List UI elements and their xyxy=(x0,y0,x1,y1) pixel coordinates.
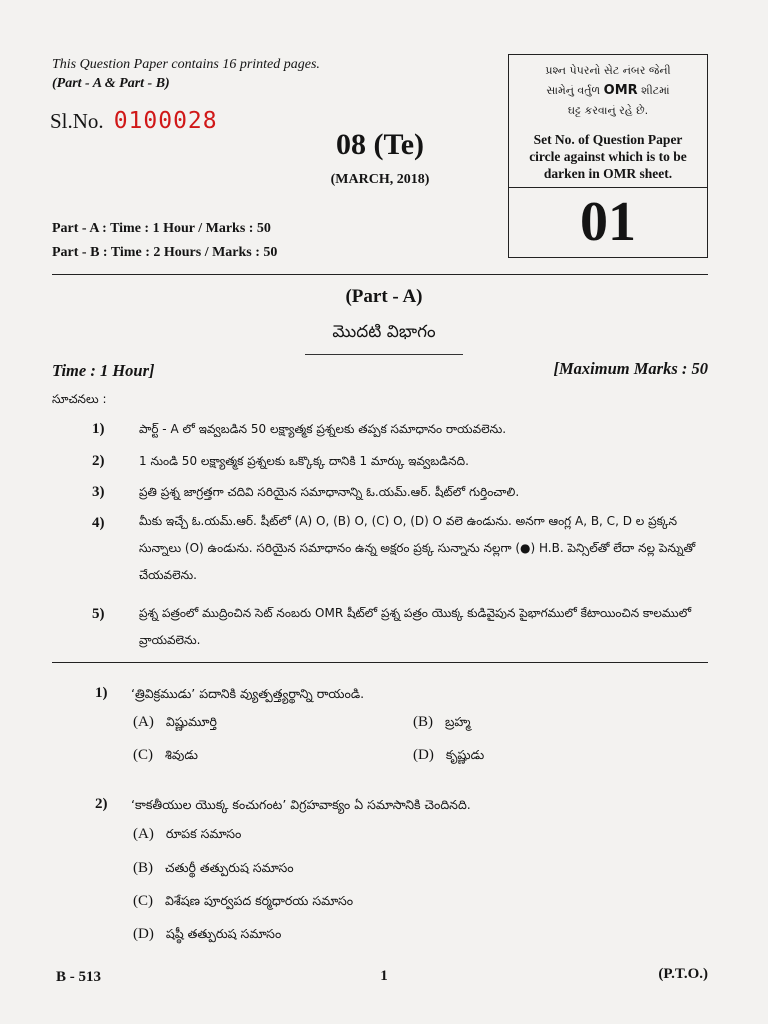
instruction-number: 4) xyxy=(92,515,105,531)
english-line-3: darken in OMR sheet. xyxy=(543,166,673,181)
answer-option xyxy=(133,826,241,845)
option-text: కృష్ణుడు xyxy=(445,747,485,762)
option-text: చతుర్థీ తత్పురుష సమాసం xyxy=(165,860,294,875)
section-telugu-title: మొదటి విభాగం xyxy=(332,322,436,342)
gujarati-instruction xyxy=(509,61,707,121)
question-number: 2) xyxy=(95,796,108,812)
gujarati-omr: OMR xyxy=(603,83,638,98)
instruction-text: మీకు ఇచ్చే ఓ.యమ్.ఆర్. షీట్‌లో (A) O, (B) O, (C) O, (D) O వలె ఉండును. అనగా ఆంగ్ల A, B, C, D ల ప్రక్కన సున్నాలు (O) ఉండును. సరియైన సమాధానం ఉన్న అక్షరం ప్రక్క సున్నాను నల్లగా (●) H.B. పెన్సిల్‌తో లేదా నల్ల పెన్నుతో చేయవలెను. xyxy=(139,514,696,582)
header-rule xyxy=(52,274,708,275)
option-label: (B) xyxy=(133,860,153,876)
set-box-divider xyxy=(509,187,707,188)
option-label: (C) xyxy=(133,893,153,909)
serial-number xyxy=(50,108,218,134)
gujarati-line-2-pre: સામેનું વર્તુળ xyxy=(546,84,604,97)
option-label: (A) xyxy=(133,714,154,730)
set-number: 01 xyxy=(580,191,636,253)
english-line-1: Set No. of Question Paper xyxy=(533,132,683,147)
instruction-text: ప్రశ్న పత్రంలో ముద్రించిన సెట్ నంబరు OMR షీట్‌లో ప్రశ్న పత్రం యొక్క కుడివైపున పైభాగములో కేటాయించిన కాలములో వ్రాయవలెను. xyxy=(139,606,692,647)
question-number: 1) xyxy=(95,685,108,701)
instruction-number: 1) xyxy=(92,421,105,437)
option-text: శివుడు xyxy=(165,747,198,762)
instructions-label: సూచనలు : xyxy=(52,392,107,406)
question-text: ‘కాకతీయుల యొక్క కంచుగంట’ విగ్రహవాక్యం ఏ సమాసానికి చెందినది. xyxy=(131,797,471,812)
set-number-box xyxy=(508,54,708,258)
option-text: షష్ఠీ తత్పురుష సమాసం xyxy=(165,926,282,941)
serial-label: Sl.No. xyxy=(50,109,104,133)
option-text: రూపక సమాసం xyxy=(165,826,242,841)
option-text: బ్రహ్మ xyxy=(445,714,471,729)
answer-option xyxy=(413,714,470,733)
time-label: Time : 1 Hour] xyxy=(52,361,155,380)
answer-option xyxy=(133,714,217,733)
gujarati-line-1: પ્રશ્ન પેપરનો સેટ નંબર જેની xyxy=(545,64,671,77)
option-text: విశేషణ పూర్వపద కర్మధారయ సమాసం xyxy=(165,893,354,908)
gujarati-line-2 xyxy=(509,81,707,101)
max-marks-label: [Maximum Marks : 50 xyxy=(553,359,708,378)
answer-option xyxy=(413,747,484,766)
english-line-2: circle against which is to be xyxy=(529,149,687,164)
instruction-number: 3) xyxy=(92,484,105,500)
part-b-time: Part - B : Time : 2 Hours / Marks : 50 xyxy=(52,245,278,260)
instruction-number: 2) xyxy=(92,453,105,469)
instruction-text: ప్రతి ప్రశ్న జాగ్రత్తగా చదివి సరియైన సమాధానాన్ని ఓ.యమ్.ఆర్. షీట్‌లో గుర్తించాలి. xyxy=(139,485,520,499)
answer-option xyxy=(133,893,353,912)
option-label: (C) xyxy=(133,747,153,763)
instruction-number: 5) xyxy=(92,606,105,622)
gujarati-line-2-post: શીટમાં xyxy=(637,84,670,97)
part-a-time: Part - A : Time : 1 Hour / Marks : 50 xyxy=(52,221,271,236)
question-text: ‘త్రివిక్రముడు’ పదానికి వ్యుత్పత్త్యర్థాన్ని రాయండి. xyxy=(131,686,365,701)
page-number: 1 xyxy=(380,968,388,984)
instructions-rule xyxy=(52,662,708,663)
option-label: (D) xyxy=(133,926,154,942)
instruction-text: పార్ట్ - A లో ఇవ్వబడిన 50 లక్ష్యాత్మక ప్రశ్నలకు తప్పక సమాధానం రాయవలెను. xyxy=(139,422,507,436)
answer-option xyxy=(133,926,281,945)
pto-label: (P.T.O.) xyxy=(658,966,708,982)
serial-value: 0100028 xyxy=(113,108,218,134)
option-label: (A) xyxy=(133,826,154,842)
pages-note: This Question Paper contains 16 printed pages. xyxy=(52,57,320,72)
option-label: (B) xyxy=(413,714,433,730)
exam-month: (MARCH, 2018) xyxy=(330,172,430,187)
answer-option xyxy=(133,860,294,879)
option-text: విష్ణుమూర్తి xyxy=(165,714,217,729)
footer-code: B - 513 xyxy=(56,969,101,985)
gujarati-line-3: ઘટ્ટ કરવાનું રહે છે. xyxy=(567,104,649,117)
section-title: (Part - A) xyxy=(345,286,423,307)
parts-note: (Part - A & Part - B) xyxy=(52,76,170,91)
english-instruction xyxy=(509,131,707,182)
telugu-title-underline xyxy=(305,354,463,355)
option-label: (D) xyxy=(413,747,434,763)
paper-code: 08 (Te) xyxy=(335,128,425,161)
instruction-text: 1 నుండి 50 లక్ష్యాత్మక ప్రశ్నలకు ఒక్కొక్క దానికి 1 మార్కు ఇవ్వబడినది. xyxy=(139,454,469,468)
answer-option xyxy=(133,747,198,766)
